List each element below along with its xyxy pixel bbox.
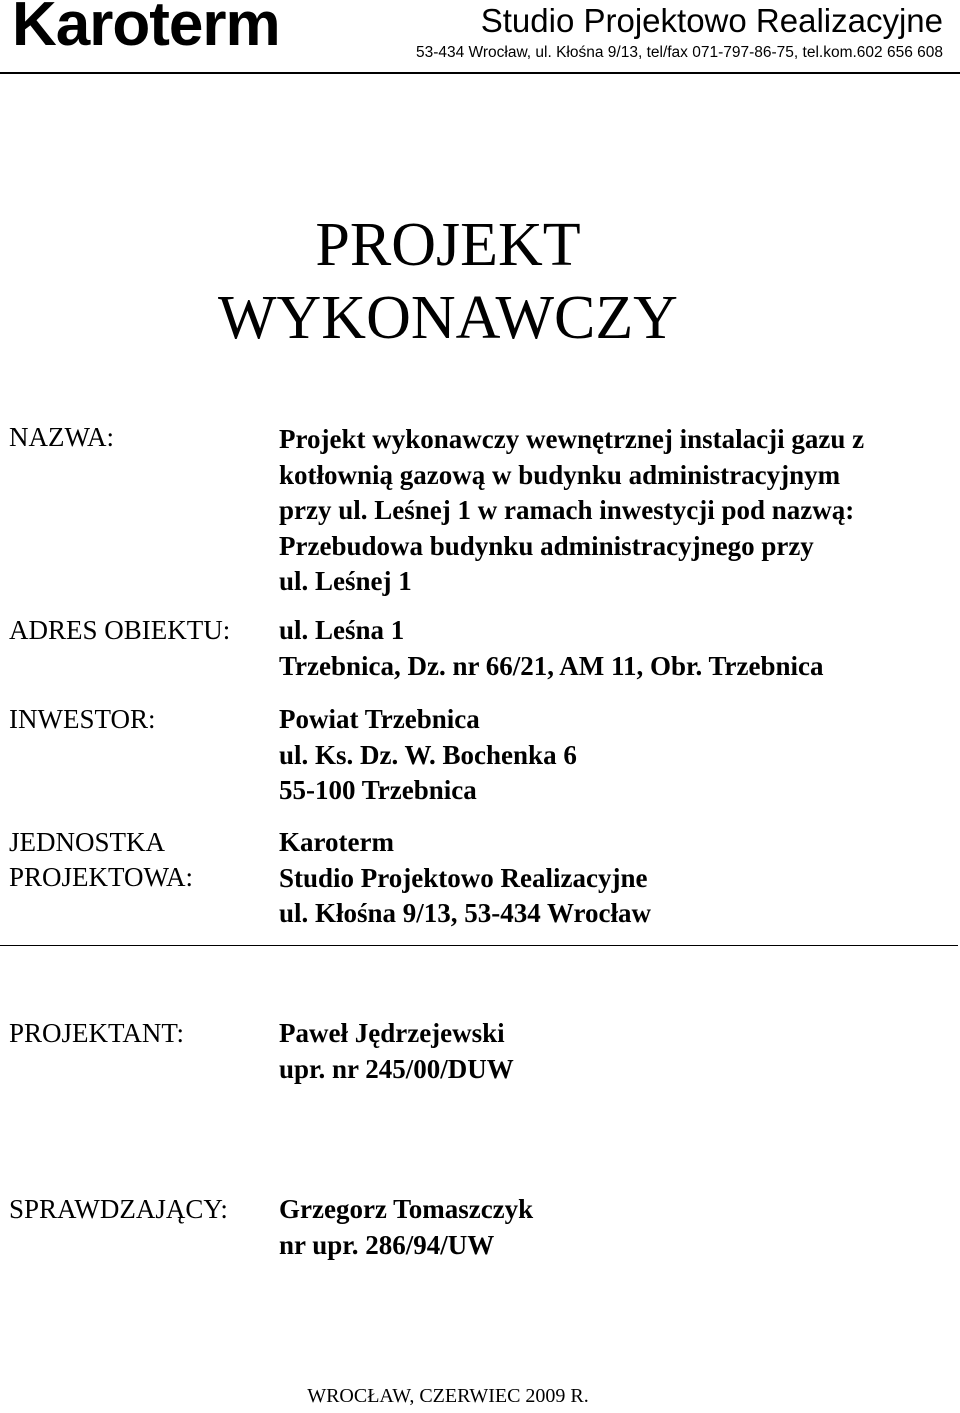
value-line: Paweł Jędrzejewski (279, 1018, 505, 1048)
field-label-sprawdzajacy: SPRAWDZAJĄCY: (9, 1194, 228, 1224)
studio-name: Studio Projektowo Realizacyjne (480, 2, 943, 39)
value-line: Trzebnica, Dz. nr 66/21, AM 11, Obr. Trzebnica (279, 650, 824, 681)
value-line: Grzegorz Tomaszczyk (279, 1194, 534, 1224)
value-line: kotłownią gazową w budynku administracyjnym (279, 459, 841, 490)
document-title-line-1: PROJEKT (315, 211, 581, 279)
field-value-inwestor (279, 702, 577, 809)
value-line: Powiat Trzebnica (279, 704, 480, 734)
value-line: Karoterm (279, 827, 394, 857)
section-divider (0, 945, 958, 946)
value-line: Studio Projektowo Realizacyjne (279, 862, 648, 893)
studio-address: 53-434 Wrocław, ul. Kłośna 9/13, tel/fax 071-797-86-75, tel.kom.602 656 608 (415, 44, 943, 61)
field-label-inwestor: INWESTOR: (9, 704, 156, 734)
document-title-line-2: WYKONAWCZY (218, 284, 678, 352)
place-and-date: WROCŁAW, CZERWIEC 2009 R. (307, 1385, 589, 1407)
field-value-projektant (279, 1016, 514, 1087)
value-line: 55-100 Trzebnica (279, 775, 477, 805)
value-line: przy ul. Leśnej 1 w ramach inwestycji pod nazwą: (279, 495, 855, 525)
field-label-jednostka-projektowa (9, 825, 193, 895)
value-line: ul. Kłośna 9/13, 53-434 Wrocław (279, 898, 652, 928)
value-line: Przebudowa budynku administracyjnego przy (279, 530, 814, 561)
value-line: ul. Leśnej 1 (279, 566, 412, 596)
field-value-sprawdzajacy (279, 1192, 533, 1263)
value-line: upr. nr 245/00/DUW (279, 1053, 514, 1084)
label-line: PROJEKTOWA: (9, 862, 194, 892)
company-logo: Karoterm (12, 0, 280, 59)
field-label-projektant: PROJEKTANT: (9, 1018, 184, 1048)
value-line: nr upr. 286/94/UW (279, 1229, 495, 1260)
field-value-jednostka-projektowa (279, 825, 651, 932)
value-line: ul. Leśna 1 (279, 615, 405, 645)
field-label-nazwa: NAZWA: (9, 422, 114, 452)
field-value-nazwa (279, 422, 864, 600)
letterhead (0, 0, 960, 74)
value-line: Projekt wykonawczy wewnętrznej instalacji gazu z (279, 424, 865, 454)
field-label-adres-obiektu: ADRES OBIEKTU: (9, 615, 231, 645)
value-line: ul. Ks. Dz. W. Bochenka 6 (279, 739, 577, 770)
field-value-adres-obiektu (279, 613, 823, 684)
label-line: JEDNOSTKA (9, 827, 166, 857)
